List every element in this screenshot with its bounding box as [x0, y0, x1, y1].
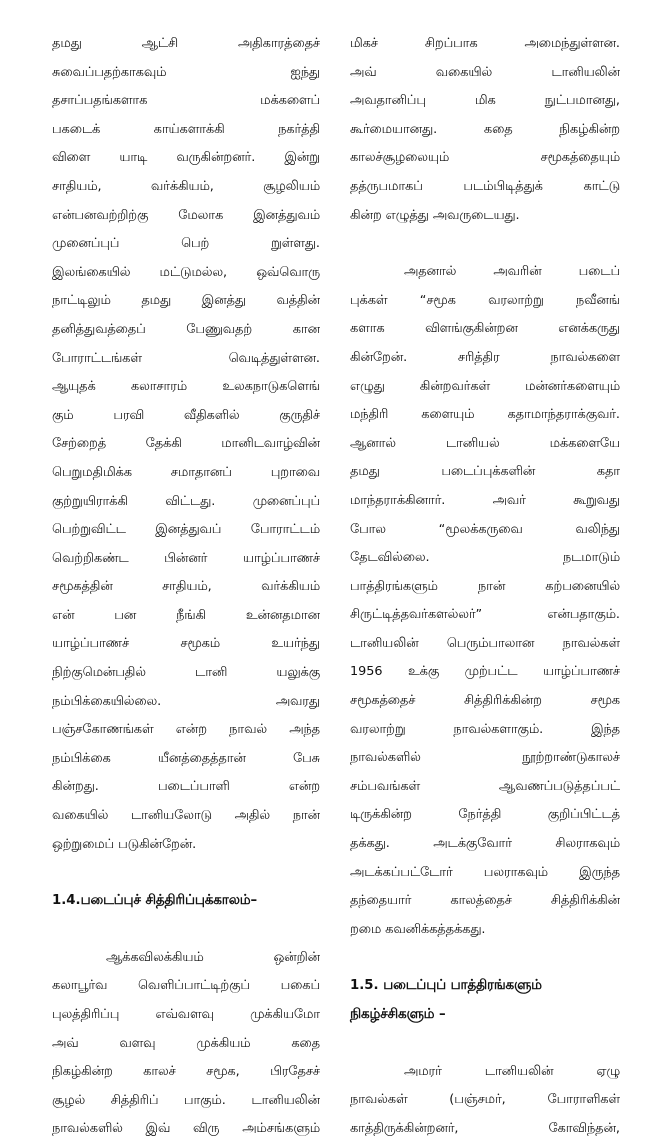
text-line: நிற்குமென்பதில் டானி யலுக்கு	[52, 665, 320, 681]
text-line: குற்றுயிராக்கி விட்டது. முனைப்புப்	[52, 493, 320, 509]
text-line: அதனால் அவரின் படைப்	[404, 264, 620, 280]
text-line: தனித்துவத்தைப் பேணுவதற் கான	[52, 321, 320, 337]
text-line: 1956 உக்கு முற்பட்ட யாழ்ப்பாணச்	[350, 664, 620, 680]
left-column	[52, 30, 320, 1144]
text-line: கும் பரவி வீதிகளில் குருதிச்	[52, 407, 320, 423]
text-line: கின்றேன். சரித்திர நாவல்களை	[350, 349, 620, 365]
text-line: இலங்கையில் மட்டுமல்ல, ஒவ்வொரு	[52, 264, 320, 280]
left-paragraph-2	[52, 944, 320, 1144]
text-line: போராட்டங்கள் வெடித்துள்ளன.	[52, 350, 320, 366]
text-line: பஞ்சகோணங்கள் என்ற நாவல் அந்த	[52, 722, 320, 738]
text-line: வரலாற்று நாவல்களாகும். இந்த	[350, 721, 620, 737]
text-line: சாதியம், வர்க்கியம், சூழலியம்	[52, 178, 320, 194]
right-paragraph-2	[350, 258, 620, 944]
text-line: நாவல்களில் நூற்றாண்டுகாலச்	[350, 750, 620, 766]
text-line: ஆக்கவிலக்கியம் ஒன்றின்	[106, 949, 320, 965]
spacer	[350, 1030, 620, 1058]
section-heading-1-5: 1.5. படைப்புப் பாத்திரங்களும்	[350, 978, 542, 994]
text-line: தமது ஆட்சி அதிகாரத்தைச்	[52, 36, 320, 51]
text-line: மந்திரி களையும் கதாமாந்தராக்குவர்.	[350, 407, 620, 423]
text-line: நாவல்களில் இவ் விரு அம்சங்களும்	[52, 1121, 320, 1137]
text-line: நாவல்கள் (பஞ்சமர், போராளிகள்	[350, 1092, 620, 1108]
spacer	[350, 944, 620, 972]
text-line: தேடவில்லை. நடமாடும்	[350, 550, 620, 566]
right-column	[350, 30, 620, 1143]
text-line: அடக்கப்பட்டோர் பலராகவும் இருந்த	[350, 864, 620, 880]
text-line: காலச்சூழலையும் சமூகத்தையும்	[350, 150, 620, 166]
text-line: டானியலின் பெரும்பாலான நாவல்கள்	[350, 635, 620, 651]
text-line: சேற்றைத் தேக்கி மானிடவாழ்வின்	[52, 436, 320, 452]
text-line: புக்கள் “சமூக வரலாற்று நவீனங்	[350, 292, 620, 308]
text-line: புலத்திரிப்பு எவ்வளவு முக்கியமோ	[52, 1007, 320, 1022]
text-line: அவதானிப்பு மிக நுட்பமானது,	[350, 93, 620, 109]
text-line: அவ் வகையில் டானியலின்	[350, 64, 620, 80]
text-line: சமூகத்தைச் சித்திரிக்கின்ற சமூக	[350, 693, 620, 709]
text-line: பகடைக் காய்களாக்கி நகர்த்தி	[52, 121, 320, 137]
text-line: ஒற்றுமைப் படுகின்றேன்.	[52, 836, 197, 852]
text-line: எழுது கின்றவர்கள் மன்னர்களையும்	[350, 378, 620, 394]
text-line: சூழல் சித்திரிப் பாகும். டானியலின்	[52, 1092, 320, 1108]
text-line: காத்திருக்கின்றனர், கோவிந்தன்,	[350, 1120, 620, 1136]
text-line: மிகச் சிறப்பாக அமைந்துள்ளன.	[350, 36, 620, 51]
text-line: தக்கது. அடக்குவோர் சிலராகவும்	[350, 836, 620, 852]
section-heading-1-5-cont: நிகழ்ச்சிகளும் –	[350, 1007, 446, 1022]
text-line: மாந்தராக்கினார். அவர் கூறுவது	[350, 492, 620, 508]
text-line: தசாப்பதங்களாக மக்களைப்	[52, 93, 320, 109]
text-line: நாட்டிலும் தமது இனத்து வத்தின்	[52, 293, 320, 309]
text-line: ஆனால் டானியல் மக்களையே	[350, 435, 620, 451]
text-line: வகையில் டானியலோடு அதில் நான்	[52, 808, 320, 824]
text-line: ஆயுதக் கலாசாரம் உலகநாடுகளெங்	[52, 379, 320, 395]
text-line: என்பனவற்றிற்கு மேலாக இனத்துவம்	[52, 207, 320, 223]
left-paragraph-1	[52, 30, 320, 859]
text-line: கலாபூர்வ வெளிப்பாட்டிற்குப் பகைப்	[52, 978, 320, 994]
text-line: பாத்திரங்களும் நான் கற்பனையில்	[350, 578, 620, 594]
text-line: தத்ருபமாகப் படம்பிடித்துக் காட்டு	[350, 178, 620, 194]
text-line: நம்பிக்கை யீனத்தைத்தான் பேசு	[52, 750, 320, 766]
text-line: நிகழ்கின்ற காலச் சமூக, பிரதேசச்	[52, 1064, 320, 1080]
text-line: நம்பிக்கையில்லை. அவரது	[52, 693, 320, 709]
text-line: சம்பவங்கள் ஆவணப்படுத்தப்பட்	[350, 778, 620, 794]
text-line: களாக விளங்குகின்றன எனக்கருது	[350, 321, 620, 337]
text-line: என் பன நீங்கி உன்னதமான	[52, 607, 320, 623]
text-line: சுவைப்பதற்காகவும் ஐந்து	[52, 64, 320, 80]
text-line: டிருக்கின்ற நேர்த்தி குறிப்பிட்டத்	[350, 807, 620, 823]
text-line: தமது படைப்புக்களின் கதா	[350, 464, 620, 480]
text-line: றமை கவனிக்கத்தக்கது.	[350, 921, 486, 937]
text-line: யாழ்ப்பாணச் சமூகம் உயர்ந்து	[52, 636, 320, 652]
text-line: பெறுமதிமிக்க சமாதானப் புறாவை	[52, 464, 320, 480]
text-line: தந்தையார் காலத்தைச் சித்திரிக்கின்	[350, 893, 620, 909]
text-line: விளை யாடி வருகின்றனர். இன்று	[52, 150, 320, 166]
spacer	[52, 916, 320, 944]
text-line: கூர்மையானது. கதை நிகழ்கின்ற	[350, 121, 620, 137]
right-paragraph-1	[350, 30, 620, 230]
spacer	[52, 859, 320, 887]
text-line: முனைப்புப் பெற் றுள்ளது.	[52, 236, 320, 252]
text-line: சமூகத்தின் சாதியம், வர்க்கியம்	[52, 579, 320, 595]
text-line: வெற்றிகண்ட பின்னர் யாழ்ப்பாணச்	[52, 550, 320, 566]
text-line: பெற்றுவிட்ட இனத்துவப் போராட்டம்	[52, 522, 320, 538]
text-line: அவ் வளவு முக்கியம் கதை	[52, 1035, 320, 1051]
text-line: அமரர் டானியலின் ஏழு	[404, 1063, 620, 1079]
section-heading-1-4: 1.4.படைப்புச் சித்திரிப்புக்காலம்–	[52, 893, 258, 909]
spacer	[350, 230, 620, 258]
text-line: கின்ற எழுத்து அவருடையது.	[350, 207, 520, 223]
text-line: சிருட்டித்தவர்களல்லர்” என்பதாகும்.	[350, 607, 620, 623]
text-line: கின்றது. படைப்பாளி என்ற	[52, 779, 320, 795]
right-paragraph-3	[350, 1058, 620, 1144]
text-line: போல “மூலக்கருவை வலிந்து	[350, 521, 620, 537]
